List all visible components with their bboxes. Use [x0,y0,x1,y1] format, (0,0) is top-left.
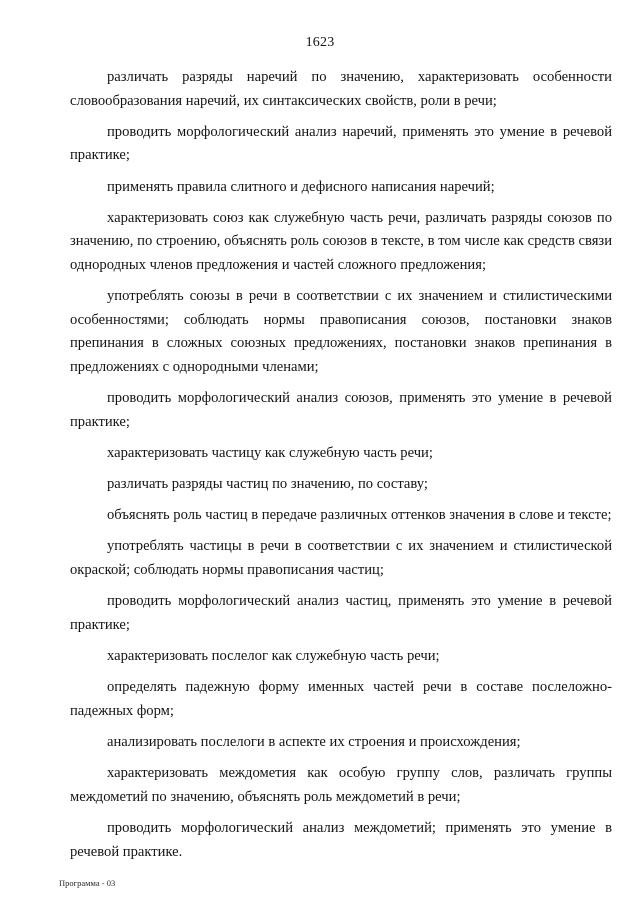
paragraph: проводить морфологический анализ междометий; применять это умение в речевой практике. [70,819,612,860]
paragraph: анализировать послелоги в аспекте их строения и происхождения; [107,733,521,750]
paragraph: характеризовать союз как служебную часть речи, различать разряды союзов по значению, по строению, объяснять роль союзов в тексте, в том числе как средств связи однородных членов предложения и частей сложного предложения; [70,209,612,273]
paragraph: различать разряды наречий по значению, характеризовать особенности словообразования наречий, их синтаксических свойств, роли в речи; [70,69,612,109]
paragraph: проводить морфологический анализ наречий, применять это умение в речевой практике; [70,123,612,164]
paragraph: применять правила слитного и дефисного написания наречий; [107,178,495,195]
paragraph: характеризовать послелог как служебную часть речи; [107,648,440,664]
body-text [70,66,612,872]
paragraph: различать разряды частиц по значению, по составу; [107,476,428,493]
paragraph: употреблять частицы в речи в соответствии с их значением и стилистической окраской; соблюдать нормы правописания частиц; [70,538,612,579]
paragraph: объяснять роль частиц в передаче различных оттенков значения в слове и тексте; [107,507,612,524]
paragraph: характеризовать междометия как особую группу слов, различать группы междометий по значению, объяснять роль междометий в речи; [70,765,612,805]
footer-label: Программа - 03 [59,878,116,888]
paragraph: проводить морфологический анализ частиц, применять это умение в речевой практике; [70,593,612,633]
paragraph: проводить морфологический анализ союзов, применять это умение в речевой практике; [70,390,612,430]
page-number: 1623 [305,35,335,50]
paragraph: характеризовать частицу как служебную часть речи; [107,444,433,461]
paragraph: употреблять союзы в речи в соответствии с их значением и стилистическими особенностями; соблюдать нормы правописания союзов, постановки знаков препинания в сложных союзных предложениях, постановки знаков препинания в предложениях с однородными членами; [70,288,612,375]
paragraph: определять падежную форму именных частей речи в составе послеложно-падежных форм; [70,679,612,719]
